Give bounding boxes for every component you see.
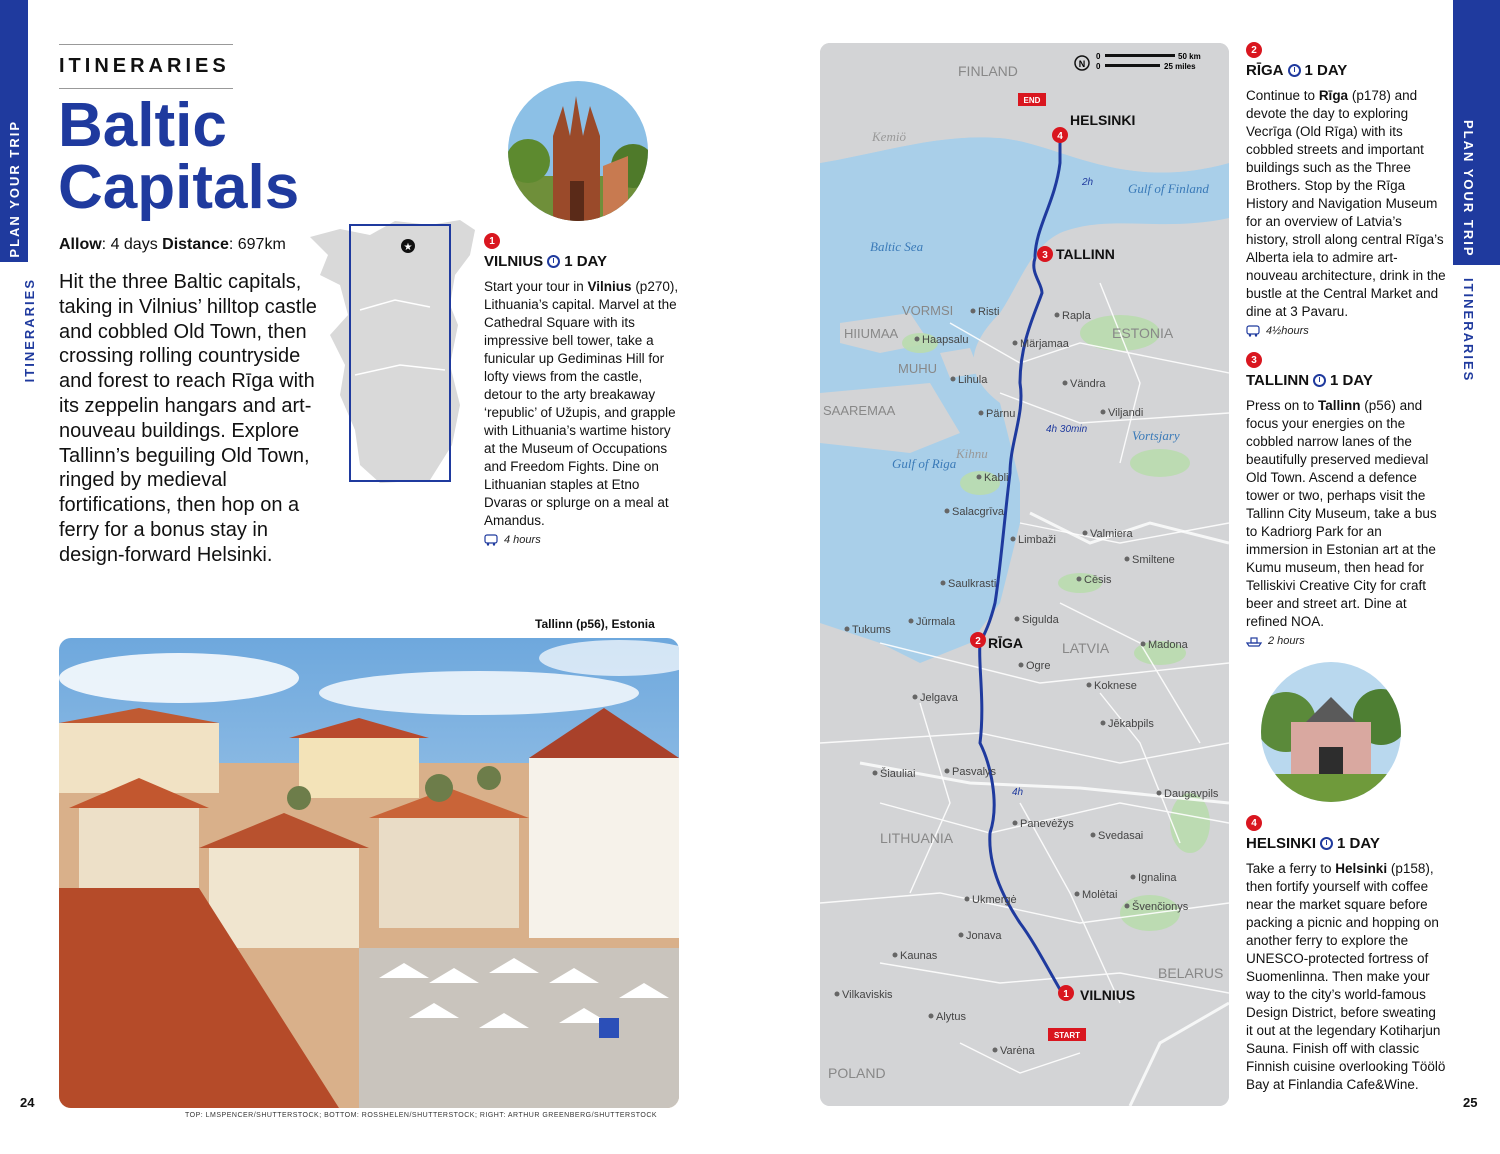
town-dot bbox=[1077, 577, 1082, 582]
water-kihnu: Kihnu bbox=[956, 446, 988, 461]
town-label: Sigulda bbox=[1022, 614, 1059, 626]
map-stop-1: 1 bbox=[1063, 989, 1069, 1000]
bus-icon bbox=[484, 534, 498, 546]
town-label: Kabli bbox=[984, 472, 1009, 484]
town-dot bbox=[915, 337, 920, 342]
stop-4-number: 4 bbox=[1246, 815, 1262, 831]
stop-3-heading bbox=[1246, 372, 1446, 389]
town-dot bbox=[977, 475, 982, 480]
town-label: Jūrmala bbox=[916, 616, 956, 628]
town-label: Vändra bbox=[1070, 378, 1106, 390]
town-dot bbox=[959, 933, 964, 938]
allow-value: : 4 days bbox=[101, 236, 163, 253]
island-vormsi: VORMSI bbox=[902, 303, 954, 318]
town-label: Risti bbox=[978, 306, 1000, 318]
stop-2-number: 2 bbox=[1246, 42, 1262, 58]
stop-2-days: 1 DAY bbox=[1304, 62, 1348, 79]
town-dot bbox=[845, 627, 850, 632]
island-hiiumaa: HIIUMAA bbox=[844, 326, 899, 341]
svg-text:★: ★ bbox=[403, 242, 413, 253]
town-dot bbox=[1101, 721, 1106, 726]
town-label: Ukmergė bbox=[972, 894, 1017, 906]
stop-2-body: Continue to Rīga (p178) and devote the day to exploring Vecrīga (Old Rīga) with its cobbled streets and important buildings such as the Three Brothers. Stop by the Rīga History and Navigation Museum for an overview of Latvia’s history, stroll along central Rīga’s Alberta iela to admire art-nouveau architecture, drink in the bustle at the Central Market and dine at 3 Pavaru. bbox=[1246, 88, 1446, 319]
stop-3-time-value: 2 hours bbox=[1268, 635, 1305, 647]
stop-1-time-value: 4 hours bbox=[504, 534, 541, 546]
town-label: Rapla bbox=[1062, 310, 1091, 322]
allow-distance bbox=[59, 236, 286, 254]
stop-4 bbox=[1246, 815, 1446, 1094]
right-section-tab-label: ITINERARIES bbox=[1461, 278, 1476, 383]
intro-text: Hit the three Baltic capitals, taking in Vilnius’ hilltop castle and cobbled Old Town, then crossing rolling countryside and forest to reach Rīga with its zeppelin hangars and art-nouveau buildings. Explore Tallinn’s beguiling Old Town, ringed by medieval fortifications, then hop on a ferry for a bonus stay in design-forward Helsinki. bbox=[59, 271, 317, 566]
section-label: ITINERARIES bbox=[59, 55, 230, 77]
stop-2-time bbox=[1246, 325, 1446, 337]
town-dot bbox=[893, 953, 898, 958]
town-dot bbox=[909, 619, 914, 624]
island-saaremaa: SAAREMAA bbox=[823, 403, 896, 418]
town-dot bbox=[1101, 410, 1106, 415]
town-label: Panevėžys bbox=[1020, 818, 1074, 830]
page-number-right: 25 bbox=[1463, 1095, 1478, 1110]
town-label: Švenčionys bbox=[1132, 901, 1189, 913]
town-dot bbox=[951, 377, 956, 382]
stop-4-heading bbox=[1246, 835, 1446, 852]
stop-4-days: 1 DAY bbox=[1337, 835, 1380, 852]
town-label: Ogre bbox=[1026, 660, 1051, 672]
stop-1-time bbox=[484, 534, 684, 546]
stop-2-heading bbox=[1246, 62, 1446, 79]
photo-caption: Tallinn (p56), Estonia bbox=[535, 617, 655, 631]
town-dot bbox=[941, 581, 946, 586]
north-label: N bbox=[1078, 59, 1086, 69]
map-stop-2: 2 bbox=[975, 636, 981, 647]
stop-2-time-value: 4½hours bbox=[1266, 325, 1309, 337]
water-gulf-of-finland: Gulf of Finland bbox=[1128, 181, 1209, 196]
town-label: Molėtai bbox=[1082, 889, 1118, 901]
town-label: Haapsalu bbox=[922, 334, 969, 346]
page-title-line2: Capitals bbox=[58, 153, 300, 222]
section-rule-top bbox=[59, 44, 233, 45]
town-label: Daugavpils bbox=[1164, 788, 1219, 800]
scale-zero-km: 0 bbox=[1096, 52, 1101, 61]
town-dot bbox=[1013, 821, 1018, 826]
town-dot bbox=[873, 771, 878, 776]
stop-1-heading bbox=[484, 253, 684, 270]
stop-1-days: 1 DAY bbox=[564, 253, 607, 270]
scale-mi: 25 miles bbox=[1164, 62, 1196, 71]
stop-2-name: RĪGA bbox=[1246, 62, 1284, 79]
town-dot bbox=[965, 897, 970, 902]
allow-label: Allow bbox=[59, 236, 102, 253]
town-dot bbox=[979, 411, 984, 416]
left-section-tab-label: ITINERARIES bbox=[22, 278, 37, 383]
town-dot bbox=[1013, 341, 1018, 346]
town-label: Madona bbox=[1148, 639, 1188, 651]
clock-icon bbox=[547, 255, 560, 268]
town-dot bbox=[1055, 313, 1060, 318]
town-label: Jonava bbox=[966, 930, 1002, 942]
town-label: Saulkrasti bbox=[948, 578, 997, 590]
town-dot bbox=[1083, 531, 1088, 536]
town-dot bbox=[913, 695, 918, 700]
town-dot bbox=[1157, 791, 1162, 796]
left-side-tab-label: PLAN YOUR TRIP bbox=[7, 120, 22, 258]
town-dot bbox=[1141, 642, 1146, 647]
town-label: Vilkaviskis bbox=[842, 989, 893, 1001]
town-label: Alytus bbox=[936, 1011, 966, 1023]
country-lithuania: LITHUANIA bbox=[880, 830, 954, 846]
town-label: Kaunas bbox=[900, 950, 938, 962]
town-label: Tukums bbox=[852, 624, 891, 636]
town-dot bbox=[1125, 904, 1130, 909]
leg-time-vilnius-riga: 4h bbox=[1012, 787, 1024, 798]
fortress-photo bbox=[1261, 662, 1401, 802]
town-label: Koknese bbox=[1094, 680, 1137, 692]
city-riga: RĪGA bbox=[988, 635, 1023, 651]
end-label: END bbox=[1023, 96, 1041, 105]
country-belarus: BELARUS bbox=[1158, 965, 1224, 981]
town-dot bbox=[1063, 381, 1068, 386]
water-vortsjary: Vortsjary bbox=[1132, 428, 1180, 443]
town-label: Pärnu bbox=[986, 408, 1016, 420]
town-label: Pasvalys bbox=[952, 766, 997, 778]
stop-1 bbox=[484, 233, 684, 546]
stop-4-name: HELSINKI bbox=[1246, 835, 1317, 852]
town-label: Salacgrīva bbox=[952, 506, 1004, 518]
stop-1-name: VILNIUS bbox=[484, 253, 544, 270]
town-label: Jēkabpils bbox=[1108, 718, 1154, 730]
stop-3-body: Press on to Tallinn (p56) and focus your energies on the cobbled narrow lanes of the beautifully preserved medieval Old Town. Ascend a defence tower or two, perhaps visit the Tallinn City Museum, take a bus to Kadriorg Park for an immersion in Estonian art at the Kumu museum, then head for Telliskivi Creative City for craft beer and street art. Dine at refined NOA. bbox=[1246, 398, 1437, 629]
stop-3 bbox=[1246, 352, 1446, 647]
section-rule-bottom bbox=[59, 88, 233, 89]
town-dot bbox=[1015, 617, 1020, 622]
island-muhu: MUHU bbox=[898, 361, 937, 376]
stop-3-days: 1 DAY bbox=[1330, 372, 1373, 389]
country-finland: FINLAND bbox=[958, 63, 1018, 79]
water-gulf-of-riga: Gulf of Riga bbox=[892, 456, 957, 471]
stop-4-body: Take a ferry to Helsinki (p158), then fortify yourself with coffee near the market square before packing a picnic and hopping on another ferry to explore the UNESCO-protected fortress of Suomenlinna. Then make your way to the city’s world-famous Design District, before sweating it out at the legendary Kotiharjun Sauna. Finish off with classic Finnish cuisine overlooking Töölö Bay at Finlandia Cafe&Wine. bbox=[1246, 861, 1446, 1092]
city-vilnius: VILNIUS bbox=[1080, 987, 1136, 1003]
right-side-tab-label: PLAN YOUR TRIP bbox=[1461, 120, 1476, 258]
town-dot bbox=[993, 1048, 998, 1053]
town-label: Viljandi bbox=[1108, 407, 1144, 419]
page-number-left: 24 bbox=[20, 1095, 35, 1110]
bus-icon bbox=[1246, 325, 1260, 337]
stop-1-number: 1 bbox=[484, 233, 500, 249]
town-label: Cēsis bbox=[1084, 574, 1112, 586]
town-dot bbox=[1131, 875, 1136, 880]
town-dot bbox=[835, 992, 840, 997]
page-title bbox=[58, 91, 300, 222]
town-label: Limbaži bbox=[1018, 534, 1056, 546]
stop-3-number: 3 bbox=[1246, 352, 1262, 368]
town-dot bbox=[1075, 892, 1080, 897]
leg-time-ferry: 2h bbox=[1082, 177, 1094, 188]
town-dot bbox=[971, 309, 976, 314]
city-helsinki: HELSINKI bbox=[1070, 112, 1136, 128]
clock-icon bbox=[1320, 837, 1333, 850]
town-dot bbox=[1019, 663, 1024, 668]
town-dot bbox=[1087, 683, 1092, 688]
town-dot bbox=[945, 509, 950, 514]
page-title-line1: Baltic bbox=[58, 91, 227, 160]
town-label: Šiauliai bbox=[880, 768, 916, 780]
town-label: Valmiera bbox=[1090, 528, 1133, 540]
town-label: Smiltene bbox=[1132, 554, 1175, 566]
tallinn-photo bbox=[59, 638, 679, 1108]
stop-1-body: Start your tour in Vilnius (p270), Lithuania’s capital. Marvel at the Cathedral Square with its impressive bell tower, take a funicular up Gediminas Hill for lofty views from the castle, detour to the arty breakaway ‘republic’ of Užupis, and grapple with Lithuania’s wartime history at the Museum of Occupations and Freedom Fights. Dine on Lithuanian staples at Etno Dvaras or splurge on a meal at Amandus. bbox=[484, 279, 679, 528]
city-tallinn: TALLINN bbox=[1056, 246, 1115, 262]
town-label: Varėna bbox=[1000, 1045, 1035, 1057]
photo-credit: TOP: LMSPENCER/SHUTTERSTOCK; BOTTOM: ROSSHELEN/SHUTTERSTOCK; RIGHT: ARTHUR GREENBERG/SHUTTERSTOCK bbox=[185, 1112, 658, 1119]
town-dot bbox=[1125, 557, 1130, 562]
water-baltic-sea: Baltic Sea bbox=[870, 239, 924, 254]
distance-label: Distance bbox=[162, 236, 229, 253]
town-label: Ignalina bbox=[1138, 872, 1177, 884]
town-label: Märjamaa bbox=[1020, 338, 1069, 350]
clock-icon bbox=[1288, 64, 1301, 77]
stop-3-name: TALLINN bbox=[1246, 372, 1310, 389]
country-latvia: LATVIA bbox=[1062, 640, 1110, 656]
locator-map bbox=[300, 215, 480, 490]
stop-2 bbox=[1246, 42, 1446, 337]
town-dot bbox=[945, 769, 950, 774]
town-dot bbox=[1011, 537, 1016, 542]
start-label: START bbox=[1053, 1031, 1081, 1040]
stop-3-time bbox=[1246, 635, 1446, 647]
ferry-icon bbox=[1246, 635, 1262, 647]
clock-icon bbox=[1313, 374, 1326, 387]
distance-value: : 697km bbox=[228, 236, 286, 253]
town-label: Jelgava bbox=[920, 692, 958, 704]
church-photo bbox=[508, 81, 648, 221]
town-dot bbox=[1091, 833, 1096, 838]
water-kemio: Kemiö bbox=[872, 129, 906, 144]
town-label: Lihula bbox=[958, 374, 988, 386]
route-map bbox=[820, 43, 1229, 1106]
map-stop-4: 4 bbox=[1057, 131, 1063, 142]
country-estonia: ESTONIA bbox=[1112, 325, 1174, 341]
country-poland: POLAND bbox=[828, 1065, 886, 1081]
scale-km: 50 km bbox=[1178, 52, 1201, 61]
leg-time-riga-tallinn: 4h 30min bbox=[1046, 424, 1088, 435]
town-dot bbox=[929, 1014, 934, 1019]
town-label: Svedasai bbox=[1098, 830, 1144, 842]
scale-zero-mi: 0 bbox=[1096, 62, 1101, 71]
map-stop-3: 3 bbox=[1042, 250, 1048, 261]
